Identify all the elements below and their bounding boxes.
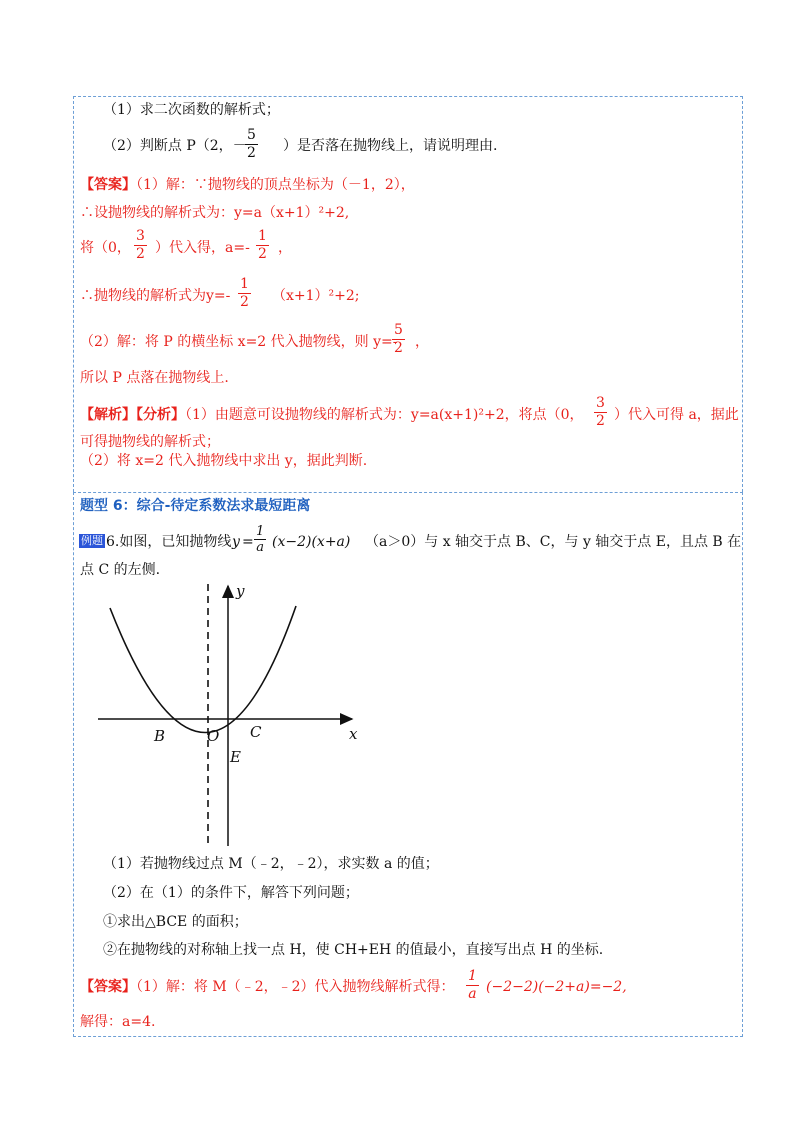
- answer6-line1: [80, 977, 455, 997]
- answer-line1: [80, 175, 415, 195]
- label-y: y: [236, 582, 245, 600]
- frac-den: a: [256, 540, 265, 555]
- answer-line4-post: （x+1）²+2;: [272, 288, 360, 304]
- example-part2: （2）在（1）的条件下，解答下列问题；: [103, 885, 359, 901]
- frac-num: 3: [596, 395, 605, 411]
- example-sub2: ②在抛物线的对称轴上找一点 H，使 CH+EH 的值最小，直接写出点 H 的坐标.: [103, 942, 604, 958]
- answer-line2: ∴设抛物线的解析式为：y=a（x+1）²+2,: [80, 205, 350, 221]
- answer-line6: 所以 P 点落在抛物线上.: [80, 370, 229, 386]
- fraction-3-2b: [594, 395, 607, 430]
- question-part2-post: ）是否落在抛物线上，请说明理由.: [283, 138, 498, 154]
- answer6-line2: 解得：a=4.: [80, 1014, 156, 1030]
- answer-line3-pre: 将（0，: [80, 240, 131, 256]
- label-o: O: [207, 727, 220, 745]
- answer-line5-post: ，: [415, 334, 429, 350]
- analysis-line1: [80, 405, 584, 425]
- question-part2-pre: （2）判断点 P（2，－: [103, 138, 247, 154]
- label-b: B: [154, 727, 166, 745]
- frac-den: 2: [240, 294, 249, 310]
- frac-den: 2: [136, 246, 145, 262]
- example-stem-pre: 6.如图，已知抛物线: [106, 534, 232, 550]
- answer6-text: （1）解：将 M（﹣2，﹣2）代入抛物线解析式得：: [136, 979, 455, 995]
- frac-num: 5: [247, 127, 256, 143]
- frac-num: 5: [394, 322, 403, 338]
- parabola-curve: [110, 606, 296, 733]
- formula-y: y: [232, 534, 240, 550]
- formula-eq: =: [242, 534, 254, 550]
- analysis-line2: 可得抛物线的解析式；: [80, 434, 220, 450]
- example-tag: 例题: [81, 534, 103, 547]
- fraction-1-2b: [238, 276, 251, 311]
- frac-num: 1: [258, 228, 267, 244]
- fraction-5-2: [245, 127, 258, 162]
- fraction-5-2b: [392, 322, 405, 357]
- answer6-fraction: [466, 968, 479, 1003]
- answer-line3-mid: ）代入得，a=-: [155, 240, 250, 256]
- frac-num: 1: [256, 524, 265, 539]
- frac-den: 2: [247, 145, 256, 161]
- analysis-line3: （2）将 x=2 代入抛物线中求出 y，据此判断.: [80, 453, 368, 469]
- label-c: C: [250, 723, 262, 741]
- answer6-formula: (−2−2)(−2+a)=−2,: [486, 979, 627, 995]
- answer-line4-pre: ∴抛物线的解析式为y=-: [80, 288, 231, 304]
- frac-num: 3: [136, 228, 145, 244]
- frac-num: 1: [240, 276, 249, 292]
- analysis-line1-post: ）代入可得 a，据此: [614, 407, 739, 423]
- answer-line5-pre: （2）解：将 P 的横坐标 x=2 代入抛物线，则 y=-: [80, 334, 398, 350]
- section-title: 题型 6：综合-待定系数法求最短距离: [80, 498, 311, 514]
- parabola-figure: [90, 578, 370, 850]
- fraction-3-2: [134, 228, 147, 263]
- frac-den: 2: [394, 340, 403, 356]
- question-part1: （1）求二次函数的解析式；: [103, 102, 280, 118]
- formula-fraction: [254, 524, 266, 555]
- example-stem-post: （a＞0）与 x 轴交于点 B、C，与 y 轴交于点 E，且点 B 在: [365, 534, 742, 550]
- example-stem-line2: 点 C 的左侧.: [80, 562, 161, 578]
- example-sub1: ①求出△BCE 的面积；: [103, 914, 248, 930]
- frac-den: 2: [596, 413, 605, 429]
- frac-den: 2: [258, 246, 267, 262]
- frac-den: a: [468, 986, 477, 1002]
- frac-num: 1: [468, 968, 477, 984]
- fraction-1-2: [256, 228, 269, 263]
- answer-text: （1）解：∵抛物线的顶点坐标为（－1，2），: [136, 177, 415, 193]
- example-part1: （1）若抛物线过点 M（﹣2，﹣2），求实数 a 的值；: [103, 856, 439, 872]
- answer-line3-post: ，: [278, 240, 292, 256]
- analysis-label: 【解析】【分析】: [80, 407, 185, 423]
- answer6-label: 【答案】: [80, 979, 136, 995]
- label-x: x: [349, 725, 358, 743]
- formula-rest: (x−2)(x+a): [272, 534, 351, 550]
- answer-label: 【答案】: [80, 177, 136, 193]
- analysis-text: （1）由题意可设抛物线的解析式为：y=a(x+1)²+2，将点（0，: [185, 407, 584, 423]
- label-e: E: [230, 748, 241, 766]
